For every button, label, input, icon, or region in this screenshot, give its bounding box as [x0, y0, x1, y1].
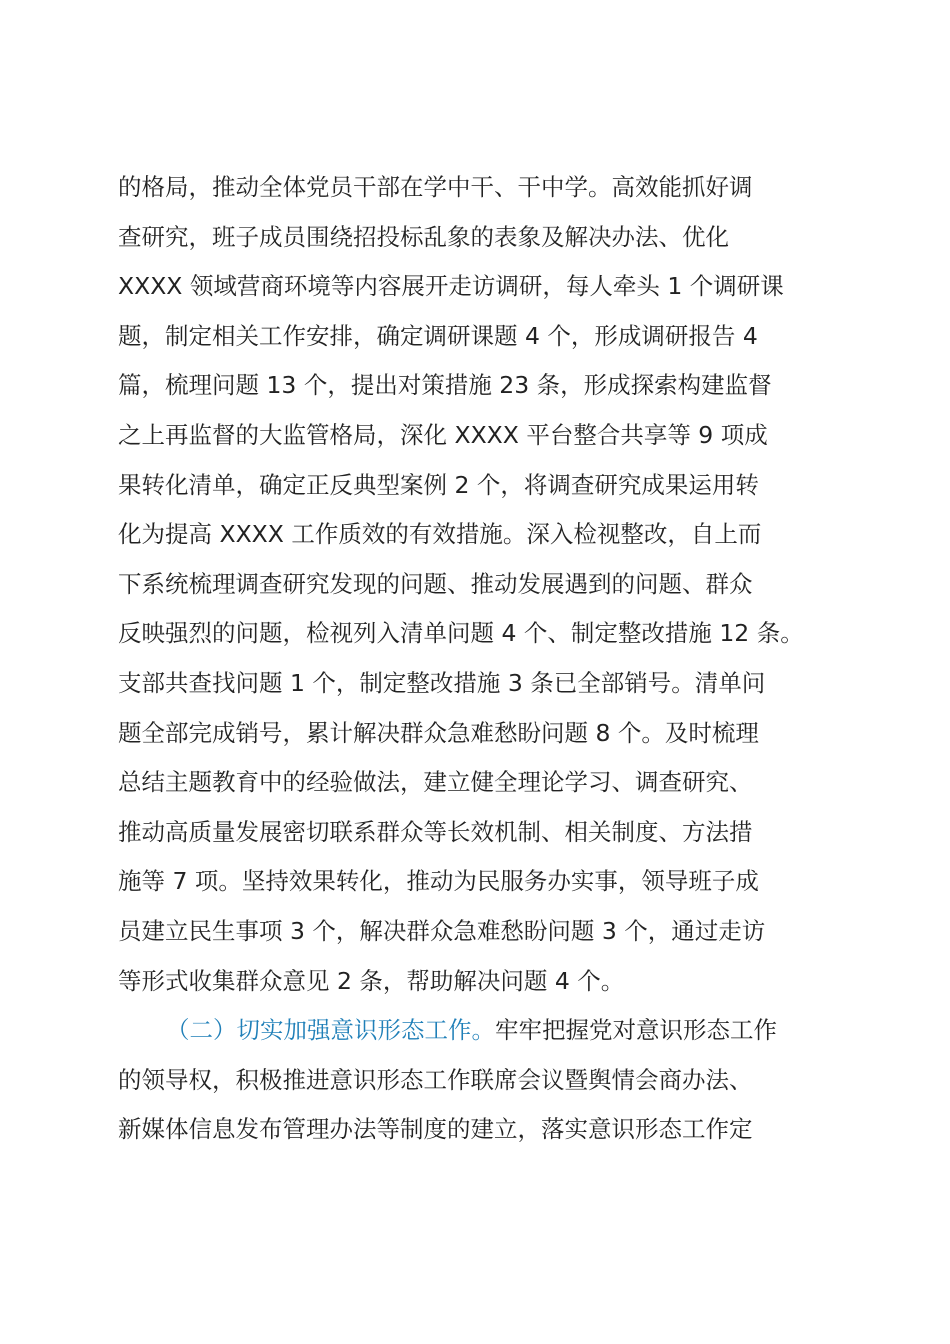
text-line: 新媒体信息发布管理办法等制度的建立，落实意识形态工作定 [118, 1115, 753, 1144]
text-line: 支部共查找问题 1 个，制定整改措施 3 条已全部销号。清单问 [118, 668, 766, 697]
section-heading: （二）切实加强意识形态工作。 [166, 1016, 495, 1045]
text-line: 下系统梳理调查研究发现的问题、推动发展遇到的问题、群众 [118, 569, 753, 598]
text-line: 化为提高 XXXX 工作质效的有效措施。深入检视整改，自上而 [118, 520, 762, 549]
text-line: 员建立民生事项 3 个，解决群众急难愁盼问题 3 个，通过走访 [118, 916, 766, 945]
section-heading-line [118, 1006, 858, 1056]
text-line: 题全部完成销号，累计解决群众急难愁盼问题 8 个。及时梳理 [118, 718, 759, 747]
text-line: 果转化清单，确定正反典型案例 2 个，将调查研究成果运用转 [118, 470, 759, 499]
body-text [118, 163, 858, 1155]
text-line: 推动高质量发展密切联系群众等长效机制、相关制度、方法措 [118, 817, 753, 846]
text-line: XXXX 领域营商环境等内容展开走访调研，每人牵头 1 个调研课 [118, 272, 784, 301]
text-line: 反映强烈的问题，检视列入清单问题 4 个、制定整改措施 12 条。 [118, 619, 804, 648]
text-line: 的格局，推动全体党员干部在学中干、干中学。高效能抓好调 [118, 173, 753, 201]
text-line: 总结主题教育中的经验做法，建立健全理论学习、调查研究、 [118, 768, 753, 797]
text-line: 的领导权，积极推进意识形态工作联席会议暨舆情会商办法、 [118, 1065, 753, 1094]
text-line: 题，制定相关工作安排，确定调研课题 4 个，形成调研报告 4 [118, 321, 758, 350]
text-line: 篇，梳理问题 13 个，提出对策措施 23 条，形成探索构建监督 [118, 371, 772, 400]
text-line: 等形式收集群众意见 2 条，帮助解决问题 4 个。 [118, 966, 625, 995]
text-line: 施等 7 项。坚持效果转化，推动为民服务办实事，领导班子成 [118, 867, 759, 896]
text-line: 之上再监督的大监管格局，深化 XXXX 平台整合共享等 9 项成 [118, 420, 768, 449]
text-line: 查研究，班子成员围绕招投标乱象的表象及解决办法、优化 [118, 222, 729, 251]
section-first-line-text: 牢牢把握党对意识形态工作 [495, 1016, 777, 1045]
